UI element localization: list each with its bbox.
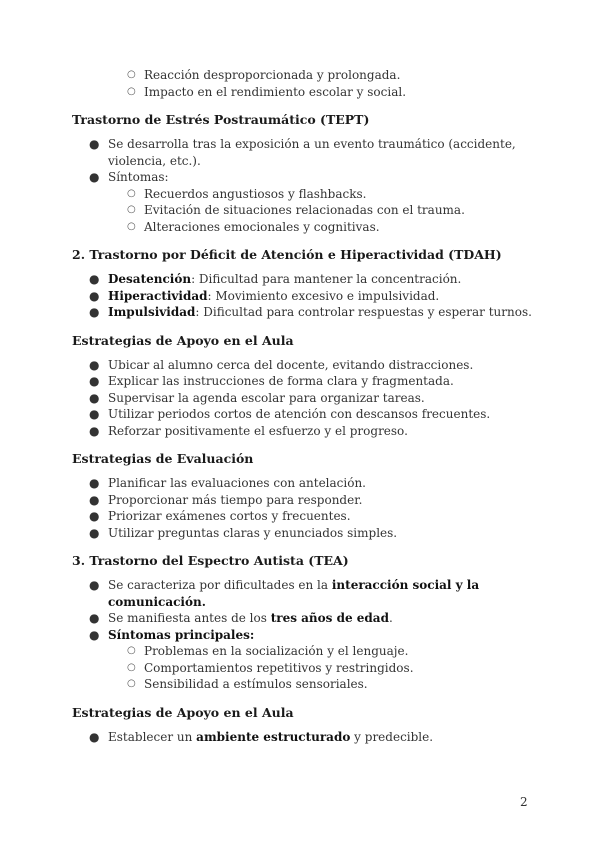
bullet-icon: ● — [89, 272, 100, 286]
tept-symptoms-list — [108, 186, 534, 236]
tept-list — [72, 136, 534, 235]
evaluacion-heading: Estrategias de Evaluación — [72, 451, 254, 466]
bullet-icon: ● — [89, 423, 100, 438]
circle-bullet-icon: ○ — [127, 220, 136, 232]
list-item: ○ Alteraciones emocionales y cognitivas. — [127, 219, 380, 234]
bullet-icon: ● — [89, 492, 100, 507]
tdah-heading: 2. Trastorno por Déficit de Atención e Hiperactividad (TDAH) — [72, 247, 502, 262]
bullet-icon: ● — [89, 357, 100, 372]
bullet-icon: ● — [89, 374, 100, 388]
page-content — [72, 67, 534, 745]
bullet-icon: ● — [89, 476, 100, 490]
list-item: ● Establecer un ambiente estructurado y predecible. — [89, 729, 434, 744]
bullet-icon: ● — [89, 525, 100, 540]
circle-bullet-icon: ○ — [127, 645, 136, 656]
list-item: ○ Reacción desproporcionada y prolongada. — [127, 68, 401, 82]
list-item: ● Utilizar preguntas claras y enunciados simples. — [89, 525, 398, 540]
list-item: ● Síntomas principales: ○ Problemas en la socialización y el lenguaje. ○ Comportamientos repetitivos y restringidos. ○ Sensibilidad a estímulos sensoriales. — [72, 627, 534, 693]
list-item: ○ Problemas en la socialización y el lenguaje. — [127, 644, 409, 658]
apoyo-heading: Estrategias de Apoyo en el Aula — [72, 332, 294, 348]
list-item: ● Reforzar positivamente el esfuerzo y el progreso. — [89, 423, 408, 438]
tea-list — [72, 577, 534, 693]
apoyo-tea-heading: Estrategias de Apoyo en el Aula — [72, 704, 294, 720]
list-item: ● Ubicar al alumno cerca del docente, evitando distracciones. — [89, 357, 474, 372]
list-item: ● Se caracteriza por dificultades en la interacción social y la comunicación. — [89, 578, 480, 609]
circle-bullet-icon: ○ — [127, 661, 136, 673]
top-sublist — [72, 67, 534, 100]
list-item: ● Priorizar exámenes cortos y frecuentes. — [89, 509, 351, 523]
list-item: ○ Impacto en el rendimiento escolar y social. — [127, 84, 407, 99]
circle-bullet-icon: ○ — [127, 85, 136, 97]
list-item: ● Planificar las evaluaciones con antelación. — [89, 476, 366, 490]
page-number: 2 — [520, 795, 528, 809]
list-item: ○ Sensibilidad a estímulos sensoriales. — [127, 677, 368, 691]
bullet-icon: ● — [89, 578, 100, 592]
list-item: ● Supervisar la agenda escolar para organizar tareas. — [89, 390, 425, 405]
list-item: ● Se desarrolla tras la exposición a un evento traumático (accidente, violencia, etc.). — [89, 137, 516, 168]
list-item: ● Síntomas: ○ Recuerdos angustiosos y flashbacks. ○ Evitación de situaciones relacionadas con el trauma. ○ Alteraciones emocionales y cognitivas. — [72, 169, 534, 235]
bullet-icon: ● — [89, 288, 100, 303]
circle-bullet-icon: ○ — [127, 69, 136, 80]
bullet-icon: ● — [89, 170, 100, 184]
list-item: ○ Recuerdos angustiosos y flashbacks. — [127, 186, 367, 201]
tea-heading: 3. Trastorno del Espectro Autista (TEA) — [72, 553, 349, 568]
bullet-icon: ● — [89, 390, 100, 405]
list-item: ● Impulsividad: Dificultad para controlar respuestas y esperar turnos. — [89, 305, 532, 319]
tea-symptoms-list — [108, 643, 534, 693]
bullet-icon: ● — [89, 137, 100, 151]
list-item: ○ Comportamientos repetitivos y restringidos. — [127, 660, 414, 675]
bullet-icon: ● — [89, 611, 100, 625]
list-item: ● Proporcionar más tiempo para responder. — [89, 492, 363, 507]
bullet-icon: ● — [89, 627, 100, 642]
bullet-icon: ● — [89, 729, 100, 744]
apoyo-tea-list — [72, 729, 534, 746]
bullet-icon: ● — [89, 509, 100, 523]
list-item: ● Desatención: Dificultad para mantener la concentración. — [89, 272, 462, 286]
tdah-list — [72, 271, 534, 321]
evaluacion-list — [72, 475, 534, 541]
list-item: ● Se manifiesta antes de los tres años de edad. — [89, 611, 393, 625]
circle-bullet-icon: ○ — [127, 204, 136, 215]
tept-heading: Trastorno de Estrés Postraumático (TEPT) — [72, 112, 370, 127]
list-item: ● Explicar las instrucciones de forma clara y fragmentada. — [89, 374, 454, 388]
bullet-icon: ● — [89, 407, 100, 421]
list-item: ● Utilizar periodos cortos de atención con descansos frecuentes. — [89, 407, 491, 421]
list-item: ● Hiperactividad: Movimiento excesivo e impulsividad. — [89, 288, 440, 303]
circle-bullet-icon: ○ — [127, 678, 136, 689]
list-item: ○ Evitación de situaciones relacionadas con el trauma. — [127, 203, 465, 217]
circle-bullet-icon: ○ — [127, 187, 136, 199]
bullet-icon: ● — [89, 305, 100, 319]
apoyo-list — [72, 357, 534, 440]
